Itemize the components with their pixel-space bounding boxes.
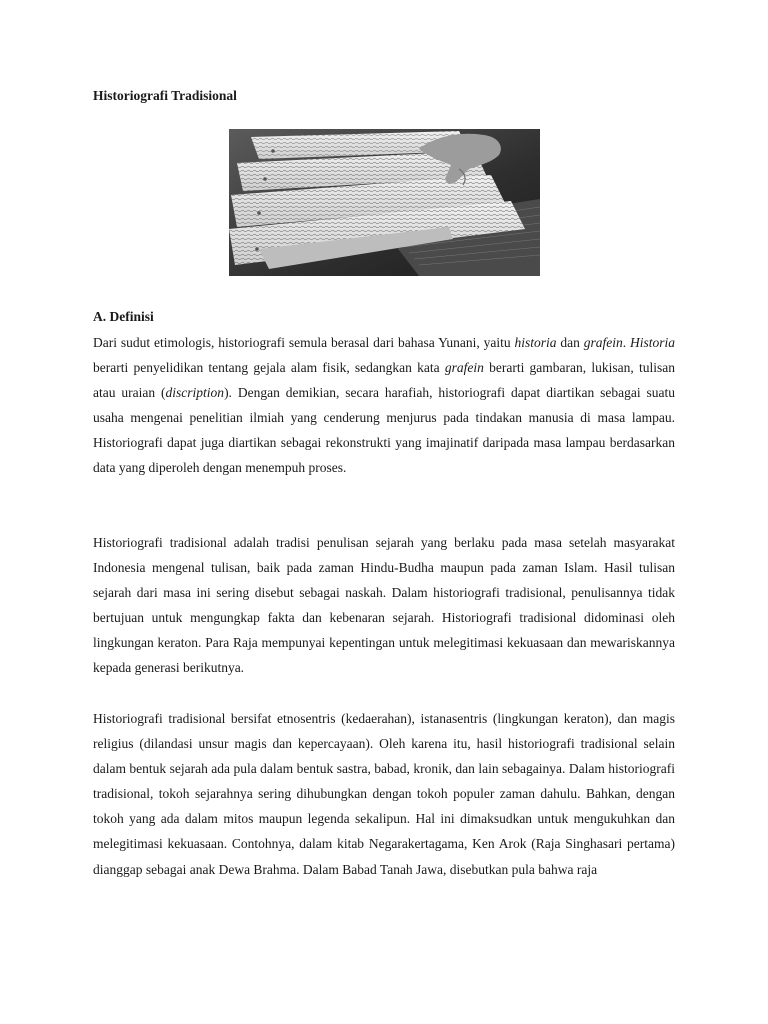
italic-term-historia-2: Historia [630,335,676,350]
paragraph-3: Historiografi tradisional bersifat etnosentris (kedaerahan), istanasentris (lingkungan keraton), dan magis religius (dilandasi unsur magis dan kepercayaan). Oleh karena itu, hasil historiografi tradisional selain dalam bentuk sejarah ada pula dalam bentuk sastra, babad, kronik, dan lain sebagainya. Dalam historiografi tradisional, tokoh sejarahnya sering dihubungkan dengan tokoh populer zaman dahulu. Bahkan, dengan tokoh yang ada dalam mitos maupun legenda sekalipun. Hal ini dimaksudkan untuk mengukuhkan dan melegitimasi kekuasaan. Contohnya, dalam kitab Negarakertagama, Ken Arok (Raja Singhasari pertama) dianggap sebagai anak Dewa Brahma. Dalam Babad Tanah Jawa, disebutkan pula bahwa raja [93,711,675,877]
italic-term-historia: historia [514,335,557,350]
paragraph-1-text-1: Dari sudut etimologis, historiografi semula berasal dari bahasa Yunani, yaitu [93,335,515,350]
paragraph-1-text-6: ). Dengan demikian, secara harafiah, historiografi dapat diartikan sebagai suatu usaha mengenai penelitian ilmiah yang cenderung menjurus pada tindakan manusia di masa lampau. Historiografi dapat juga diartikan sebagai rekonstrukti yang imajinatif daripada masa lampau berdasarkan data yang diperoleh dengan menempuh proses. [93,385,675,476]
paragraph-1-text-2: dan [556,335,584,350]
palm-leaf-manuscript-photo [229,129,540,276]
paragraph-1-text-4: berarti penyelidikan tentang gejala alam fisik, sedangkan kata [93,360,445,376]
section-heading: A. Definisi [93,309,154,324]
paragraph-1-text-3: . [622,335,630,350]
italic-term-grafein-2: grafein [444,360,484,376]
paragraph-1-text-5: berarti gambaran, lukisan, tulisan atau uraian ( [93,360,675,401]
paragraph-1 [93,330,675,481]
paragraph-2: Historiografi tradisional adalah tradisi penulisan sejarah yang berlaku pada masa setelah masyarakat Indonesia mengenal tulisan, baik pada zaman Hindu-Budha maupun pada zaman Islam. Hasil tulisan sejarah dari masa ini sering disebut sebagai naskah. Dalam historiografi tradisional, penulisannya tidak bertujuan untuk mengungkap fakta dan kebenaran sejarah. Historiografi tradisional didominasi oleh lingkungan keraton. Para Raja mempunyai kepentingan untuk melegitimasi kekuasaan dan mewariskannya kepada generasi berikutnya. [93,535,675,676]
document-title: Historiografi Tradisional [93,88,237,103]
italic-term-grafein: grafein [583,335,623,350]
italic-term-discription: discription [165,385,225,401]
